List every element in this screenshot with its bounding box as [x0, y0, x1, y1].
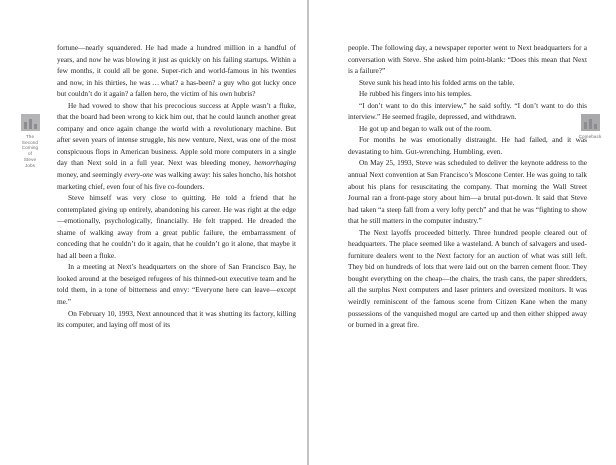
- page-left: [57, 42, 296, 331]
- paragraph: Steve sunk his head into his folded arms on the table.: [359, 77, 515, 87]
- caption-line: Coming: [21, 145, 39, 151]
- paragraph: On May 25, 1993, Steve was scheduled to deliver the keynote address to the annual Next convention at San Francisco’s Moscone Center. He was going to talk about his plans for resuscitating the company. That morning the Wall Street Journal ran a front-page story about him—a brutal put-down. It said that Steve had taken “a steep fall from a very lofty perch” and that he was “fighting to show that he still matters in the computer industry.”: [348, 158, 587, 226]
- paragraph: fortune—nearly squandered. He had made a hundred million in a handful of years, and now he was blowing it just as quickly on his failing startups. Within a few months, it could all be gone. Super-rich and world-famous in his twenties and now, in his thirties, he was … what? a has-been? a guy who got lucky once but couldn’t do it again? a fallen hero, the victim of his own hubris?: [57, 43, 296, 99]
- book-thumbnail-previous[interactable]: [8, 114, 52, 168]
- caption-line: Jobs: [24, 162, 36, 168]
- page-gutter-divider: [307, 0, 309, 465]
- paragraph: Steve himself was very close to quitting. He told a friend that he contemplated giving up entirely, abandoning his career. He was right at the edge—emotionally, psychologically, financially. He felt trapped. He dreaded the shame of walking away from a great public failure, the embarrassment of conceding that he couldn’t do it again, that he couldn’t go it alone, that maybe it had all been a fluke.: [57, 193, 296, 260]
- book-cover-icon: [21, 114, 40, 131]
- page-right: [348, 42, 587, 331]
- caption-line: Comeback: [578, 134, 602, 139]
- paragraph: He got up and began to walk out of the room.: [359, 123, 492, 133]
- caption-line: Steve: [23, 156, 37, 162]
- paragraph: people. The following day, a newspaper reporter went to Next headquarters for a conversation with Steve. She asked him point-blank: “Does this mean that Next is a failure?”: [348, 43, 587, 76]
- paragraph: On February 10, 1993, Next announced that it was shutting its factory, killing its computer, and laying off most of its: [57, 308, 296, 330]
- book-thumbnail-previous-caption: [8, 134, 52, 168]
- paragraph: “I don’t want to do this interview,” he said softly. “I don’t want to do this interview.” He seemed fragile, depressed, and withdrawn.: [348, 100, 587, 122]
- paragraph: The Next layoffs proceeded bitterly. Three hundred people cleared out of headquarters. The place seemed like a wasteland. A bunch of salvagers and used-furniture dealers went to the Next factory for an auction of what was still left. They bid on hundreds of lots that were laid out on the barren cement floor. They bought everything on the cheap—the chairs, the trash cans, the paper shredders, all the surplus Next computers and laser printers and oversized monitors. It was weirdly reminiscent of the famous scene from Citizen Kane when the many possessions of the vanquished mogul are carted up and then either shipped away or burned in a great fire.: [348, 227, 587, 330]
- paragraph: In a meeting at Next’s headquarters on the shore of San Francisco Bay, he looked around at the beseiged refugees of his thinned-out executive team and he told them, in a tone of bitterness and envy: “Everyone here can leave—except me.”: [57, 262, 296, 307]
- paragraph: He had vowed to show that his precocious success at Apple wasn’t a fluke, that the board had been wrong to kick him out, that he could launch another great company and once again change the world with a revolutionary machine. But after seven years of intense struggle, his new venture, Next, was one of the most conspicuous flops in American business. Apple sold more computers in a single day than Next sold in a full year. Next was bleeding money, hemorrhaging money, and seemingly every-one was walking away: his sales honcho, his hotshot marketing chief, even four of his five co-founders.: [57, 100, 296, 191]
- caption-line: of: [27, 151, 33, 157]
- caption-line: Second: [21, 139, 39, 145]
- caption-line: The: [25, 134, 35, 139]
- paragraph: He rubbed his fingers into his temples.: [359, 89, 472, 99]
- paragraph: For months he was emotionally distraught. He had failed, and it was devastating to him. Gut-wrenching. Humbling, even.: [348, 135, 587, 156]
